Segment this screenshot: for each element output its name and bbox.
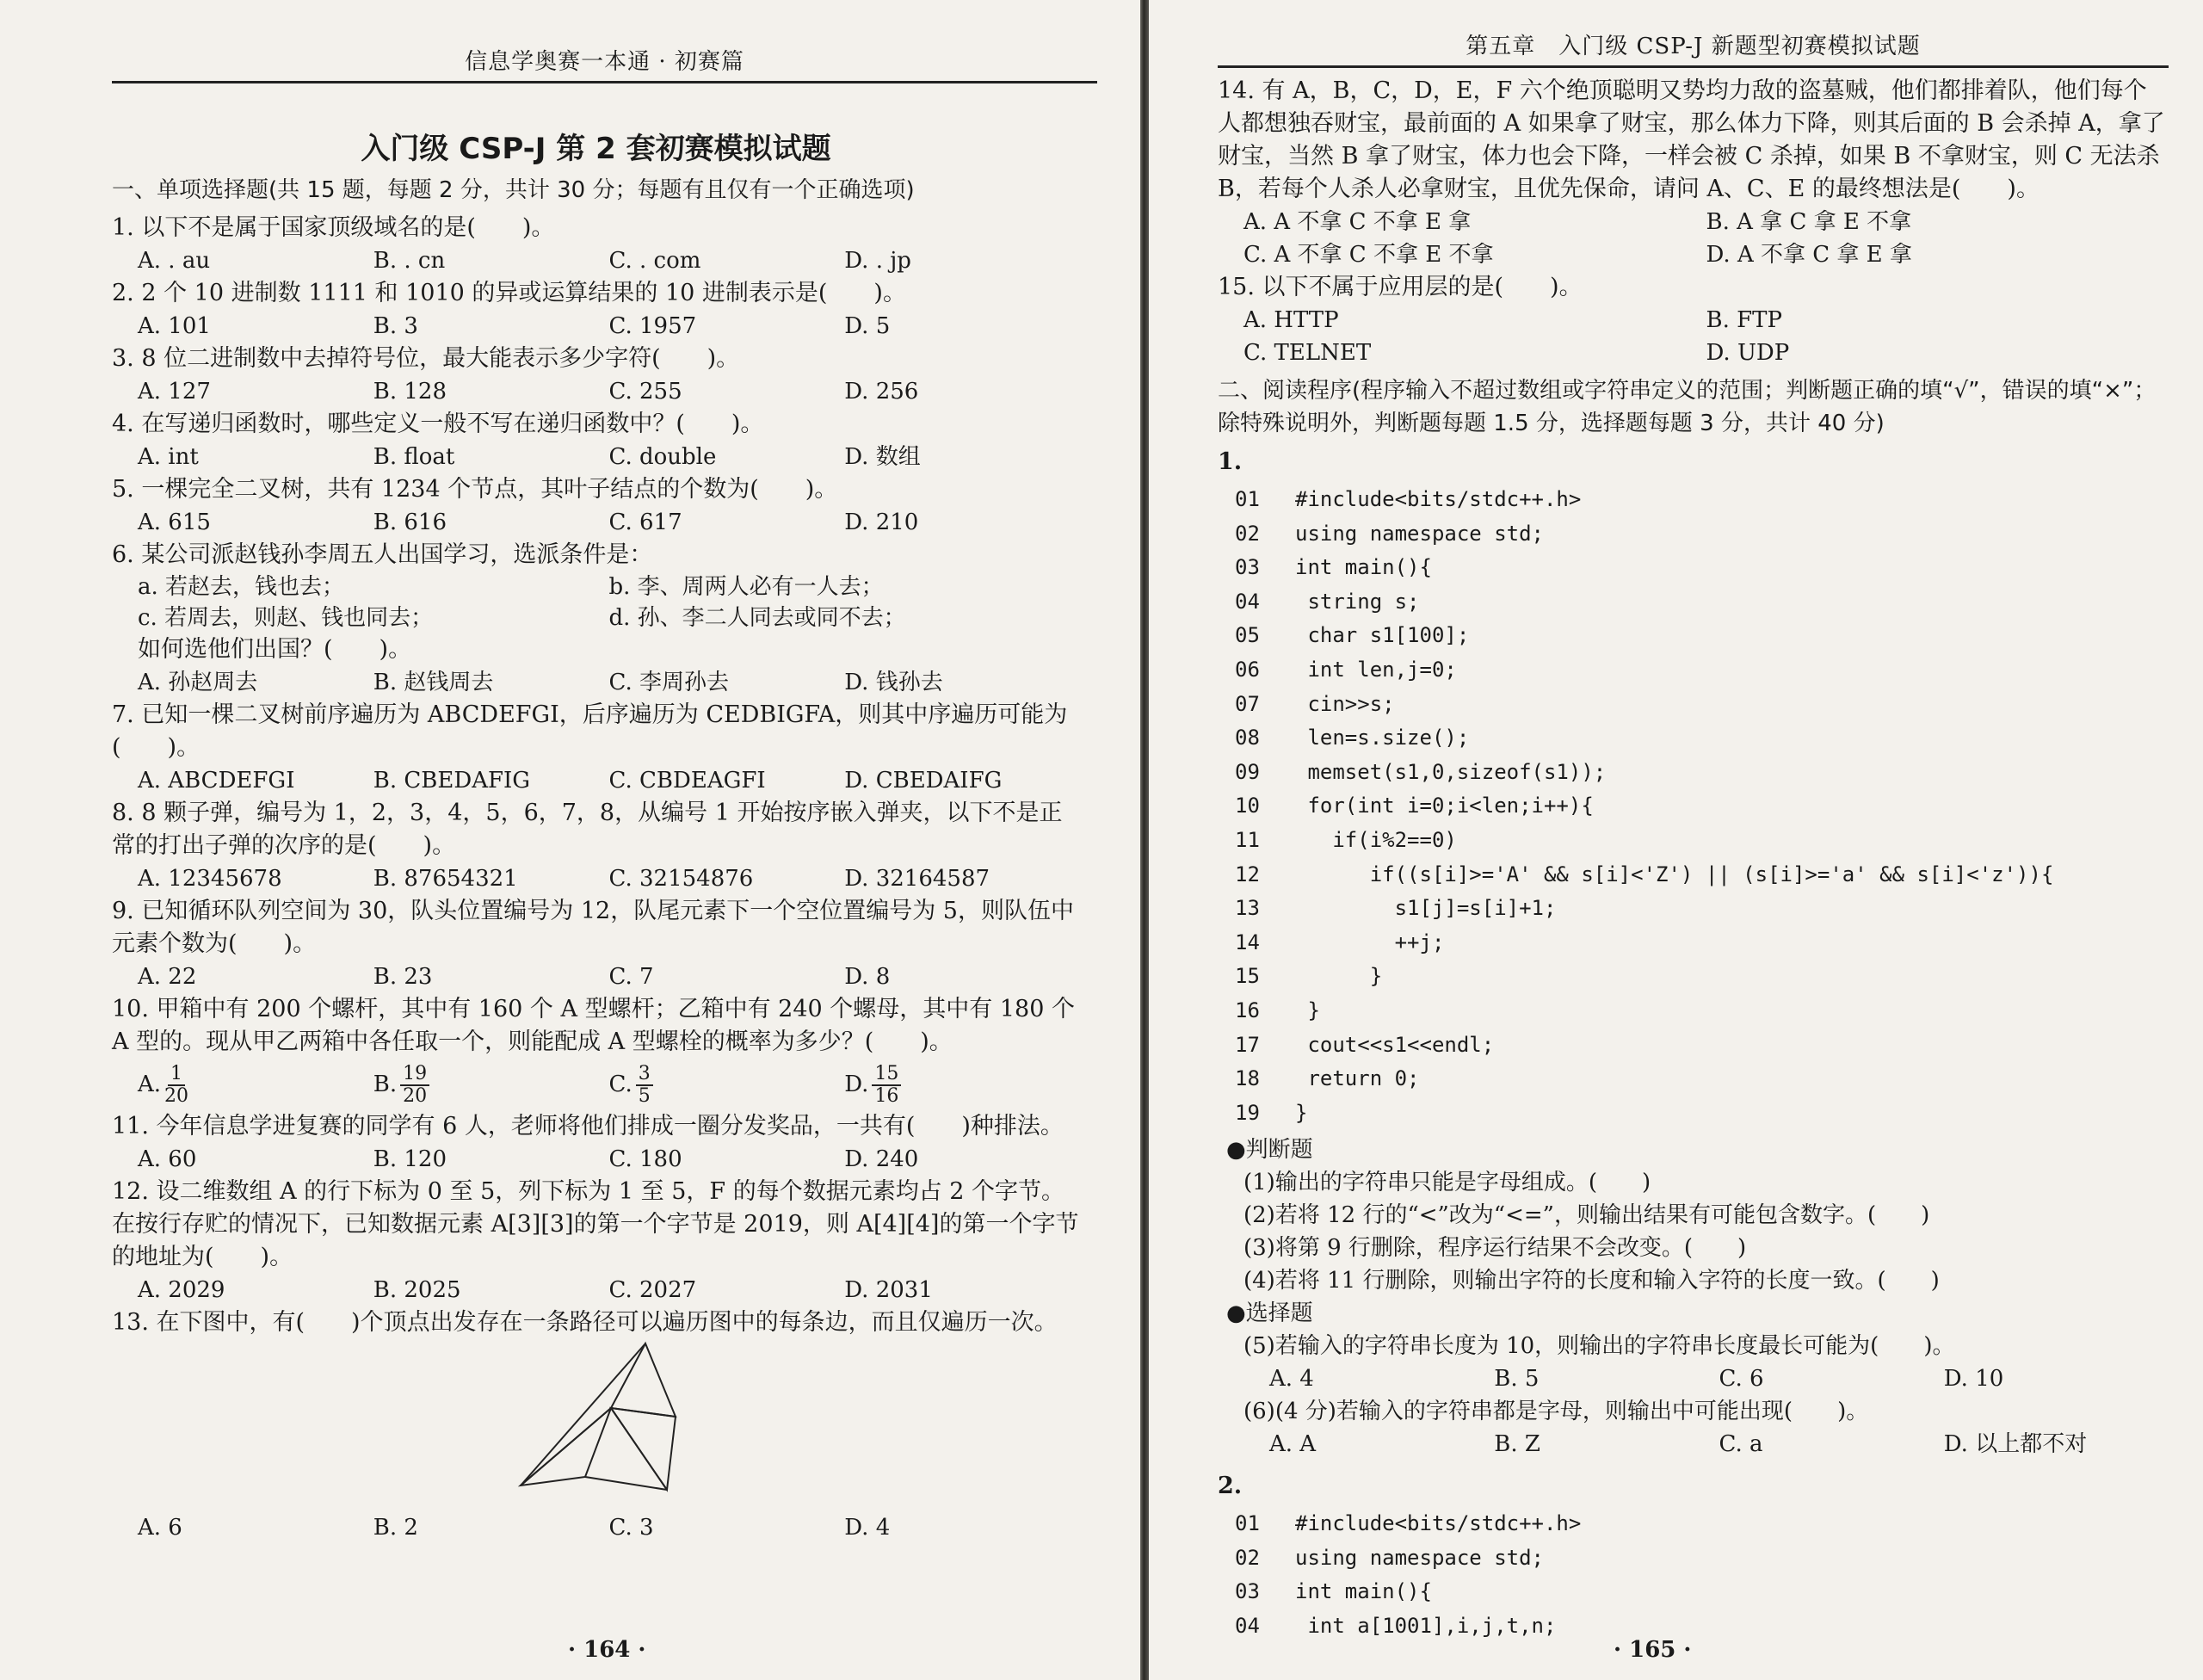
code-line bbox=[1235, 483, 2169, 517]
question-list bbox=[112, 212, 1080, 539]
option-fraction: C. $\frac{3}{5}$ bbox=[609, 1059, 845, 1110]
option: C. 7 bbox=[608, 964, 654, 990]
option: D. 240 bbox=[844, 1146, 919, 1172]
option: C. 255 bbox=[608, 379, 682, 405]
question-stem: 4. 在写递归函数时，哪些定义一般不写在递归函数中？( )。 bbox=[112, 411, 764, 437]
option: B. Z bbox=[1494, 1431, 1540, 1458]
question-14 bbox=[1218, 75, 2169, 271]
question-ask: 如何选他们出国？( )。 bbox=[138, 636, 412, 663]
options-row bbox=[112, 506, 1080, 539]
code-text: if((s[i]>='A' && s[i]<'Z') || (s[i]>='a' && s[i]<'z')){ bbox=[1295, 862, 2054, 886]
option: B. 5 bbox=[1494, 1366, 1540, 1393]
question-stem: 14. 有 A，B，C，D，E，F 六个绝顶聪明又势均力敌的盗墓贼，他们都排着队，他们每个人都想独吞财宝，最前面的 A 如果拿了财宝，那么体力下降，则其后面的 B 会杀掉 A，拿了财宝，当然 B 拿了财宝，体力也会下降，一样会被 C 杀掉，如果 B 不拿财宝，则 C 无法杀 B，若每个人杀人必拿财宝，且优先保命，请问 A、C、E 的最终想法是( )。 bbox=[1218, 77, 2165, 202]
option: D. 数组 bbox=[844, 444, 921, 470]
question-stem: 7. 已知一棵二叉树前序遍历为 ABCDEFGI，后序遍历为 CEDBIGFA，则其中序遍历可能为( )。 bbox=[112, 701, 1068, 761]
options-row bbox=[112, 310, 1080, 343]
code-text: using namespace std; bbox=[1295, 521, 1544, 546]
running-header: 第五章 入门级 CSP-J 新题型初赛模拟试题 bbox=[1218, 0, 2169, 68]
option: A. . au bbox=[138, 248, 211, 274]
options-row bbox=[112, 960, 1080, 993]
question-stem: 13. 在下图中，有( )个顶点出发存在一条路径可以遍历图中的每条边，而且仅遍历一次。 bbox=[112, 1309, 1058, 1336]
question bbox=[112, 895, 1080, 993]
options-row bbox=[112, 666, 1080, 699]
code-line bbox=[1235, 1507, 2169, 1541]
code-text: string s; bbox=[1295, 589, 1420, 614]
option: C. 2027 bbox=[608, 1277, 697, 1303]
code-line bbox=[1235, 585, 2169, 620]
question-13 bbox=[112, 1306, 1080, 1544]
code-line bbox=[1235, 1028, 2169, 1063]
option: C. 李周孙去 bbox=[608, 670, 729, 695]
code-line bbox=[1235, 892, 2169, 926]
option: A. A bbox=[1269, 1431, 1317, 1458]
question-stem: 3. 8 位二进制数中去掉符号位，最大能表示多少字符( )。 bbox=[112, 345, 740, 372]
option: B. 87654321 bbox=[373, 866, 518, 892]
option: B. 2 bbox=[373, 1515, 418, 1541]
question bbox=[112, 1110, 1080, 1176]
code-line bbox=[1235, 960, 2169, 994]
code-line bbox=[1235, 926, 2169, 960]
option: A. 2029 bbox=[138, 1277, 225, 1303]
line-number: 04 bbox=[1235, 1614, 1260, 1639]
judge-item: (4)若将 11 行删除，则输出字符的长度和输入字符的长度一致。( ) bbox=[1243, 1268, 1940, 1294]
judge-item: (1)输出的字符串只能是字母组成。( ) bbox=[1243, 1170, 1651, 1196]
code-line bbox=[1235, 824, 2169, 858]
condition: a. 若赵去，钱也去； bbox=[138, 574, 345, 600]
options-row bbox=[1269, 1428, 2169, 1461]
options-row bbox=[112, 764, 1080, 797]
question bbox=[112, 699, 1080, 797]
code-line bbox=[1235, 1541, 2169, 1576]
line-number: 18 bbox=[1235, 1066, 1260, 1091]
triangle-graph-diagram bbox=[516, 1339, 706, 1511]
option: B. 128 bbox=[373, 379, 447, 405]
options-row bbox=[1218, 238, 2169, 271]
line-number: 01 bbox=[1235, 487, 1260, 511]
question-stem: 12. 设二维数组 A 的行下标为 0 至 5，列下标为 1 至 5，F 的每个数据元素均占 2 个字节。在按行存贮的情况下，已知数据元素 A[3][3]的第一个字节是 2019，则 A[4][4]的第一个字节的地址为( )。 bbox=[112, 1178, 1079, 1270]
option: B. 616 bbox=[373, 510, 447, 535]
code-line bbox=[1235, 551, 2169, 585]
code-text: using namespace std; bbox=[1295, 1545, 1544, 1570]
code-line bbox=[1235, 756, 2169, 790]
code-text: return 0; bbox=[1295, 1066, 1420, 1091]
option: C. . com bbox=[608, 248, 701, 274]
code-text: #include<bits/stdc++.h> bbox=[1295, 1511, 1582, 1536]
line-number: 05 bbox=[1235, 623, 1260, 648]
option: A. A 不拿 C 不拿 E 拿 bbox=[1243, 209, 1472, 235]
code-text: if(i%2==0) bbox=[1295, 827, 1457, 852]
option: C. TELNET bbox=[1243, 340, 1372, 366]
choice-stem: (5)若输入的字符串长度为 10，则输出的字符串长度最长可能为( )。 bbox=[1243, 1333, 1955, 1360]
options-row bbox=[112, 375, 1080, 408]
option: B. 23 bbox=[373, 964, 433, 990]
code-line bbox=[1235, 1575, 2169, 1609]
code-text: len=s.size(); bbox=[1295, 726, 1470, 750]
question-stem: 8. 8 颗子弹，编号为 1，2，3，4，5，6，7，8，从编号 1 开始按序嵌入弹夹，以下不是正常的打出子弹的次序的是( )。 bbox=[112, 800, 1063, 859]
option: B. 2025 bbox=[373, 1277, 461, 1303]
code-line bbox=[1235, 721, 2169, 756]
option: C. double bbox=[608, 444, 717, 470]
line-number: 19 bbox=[1235, 1100, 1260, 1125]
code-listing bbox=[1235, 483, 2169, 1130]
option: A. ABCDEFGI bbox=[138, 768, 295, 794]
option: D. A 不拿 C 拿 E 拿 bbox=[1706, 242, 1912, 268]
code-line bbox=[1235, 619, 2169, 653]
judge-item: (3)将第 9 行删除，程序运行结果不会改变。( ) bbox=[1243, 1235, 1747, 1262]
question bbox=[112, 1176, 1080, 1306]
code-text: ++j; bbox=[1295, 930, 1445, 954]
question-stem: 11. 今年信息学进复赛的同学有 6 人，老师将他们排成一圈分发奖品，一共有( )种排法。 bbox=[112, 1113, 1064, 1140]
option: D. 5 bbox=[844, 313, 891, 339]
option: D. UDP bbox=[1706, 340, 1790, 366]
option: B. 赵钱周去 bbox=[373, 670, 494, 695]
option: D. 256 bbox=[844, 379, 919, 405]
code-text: int main(){ bbox=[1295, 555, 1432, 580]
question-stem: 1. 以下不是属于国家顶级域名的是( )。 bbox=[112, 214, 555, 241]
option: A. 615 bbox=[138, 510, 211, 535]
line-number: 04 bbox=[1235, 589, 1260, 614]
judge-heading: ●判断题 bbox=[1226, 1137, 1313, 1164]
option: C. CBDEAGFI bbox=[608, 768, 766, 794]
program-number: 2. bbox=[1218, 1473, 1243, 1500]
program-number: 1. bbox=[1218, 448, 1243, 475]
condition-grid bbox=[112, 571, 1080, 633]
option: C. 3 bbox=[608, 1515, 654, 1541]
option: C. 180 bbox=[608, 1146, 682, 1172]
running-header: 信息学奥赛一本通 · 初赛篇 bbox=[112, 15, 1097, 83]
graph-figure bbox=[112, 1339, 1080, 1511]
code-line bbox=[1235, 858, 2169, 892]
code-listing bbox=[1235, 1507, 2169, 1643]
question-stem: 9. 已知循环队列空间为 30，队头位置编号为 12，队尾元素下一个空位置编号为 5，则队伍中元素个数为( )。 bbox=[112, 898, 1074, 957]
question-6 bbox=[112, 539, 1080, 699]
option: A. 4 bbox=[1269, 1366, 1314, 1393]
option-fraction: B. $\frac{19}{20}$ bbox=[373, 1059, 609, 1110]
line-number: 06 bbox=[1235, 657, 1260, 682]
section-heading: 二、阅读程序(程序输入不超过数组或字符串定义的范围；判断题正确的填“√”，错误的填“×”；除特殊说明外，判断题每题 1.5 分，选择题每题 3 分，共计 40 分) bbox=[1218, 378, 2157, 436]
option: A. HTTP bbox=[1243, 307, 1339, 333]
code-text: cout<<s1<<endl; bbox=[1295, 1032, 1495, 1057]
page-number: · 164 · bbox=[568, 1637, 646, 1663]
question bbox=[112, 797, 1080, 895]
option: A. 101 bbox=[138, 313, 211, 339]
line-number: 09 bbox=[1235, 759, 1260, 784]
code-text: s1[j]=s[i]+1; bbox=[1295, 896, 1557, 921]
question-stem: 10. 甲箱中有 200 个螺杆，其中有 160 个 A 型螺杆；乙箱中有 240 个螺母，其中有 180 个 A 型的。现从甲乙两箱中各任取一个，则能配成 A 型螺栓的概率为多少？( )。 bbox=[112, 996, 1075, 1055]
option: D. 210 bbox=[844, 510, 919, 535]
code-line bbox=[1235, 1062, 2169, 1096]
option: D. . jp bbox=[844, 248, 911, 274]
line-number: 17 bbox=[1235, 1032, 1260, 1057]
code-text: int len,j=0; bbox=[1295, 657, 1457, 682]
code-text: } bbox=[1295, 964, 1383, 989]
option: B. CBEDAFIG bbox=[373, 768, 531, 794]
question-stem: 6. 某公司派赵钱孙李周五人出国学习，选派条件是： bbox=[112, 541, 653, 568]
condition: d. 孙、李二人同去或同不去； bbox=[608, 605, 906, 631]
code-line bbox=[1235, 688, 2169, 722]
option: A. 60 bbox=[138, 1146, 197, 1172]
option: A. 12345678 bbox=[138, 866, 282, 892]
page-number: · 165 · bbox=[1614, 1637, 1692, 1663]
option: A. 22 bbox=[138, 964, 197, 990]
code-text: #include<bits/stdc++.h> bbox=[1295, 487, 1582, 511]
code-text: memset(s1,0,sizeof(s1)); bbox=[1295, 759, 1607, 784]
code-text: int main(){ bbox=[1295, 1579, 1432, 1604]
line-number: 07 bbox=[1235, 691, 1260, 716]
question bbox=[112, 408, 1080, 473]
options-row bbox=[1218, 206, 2169, 238]
question-list bbox=[112, 699, 1080, 993]
question-10 bbox=[112, 993, 1080, 1110]
option: D. 32164587 bbox=[844, 866, 990, 892]
option: C. 6 bbox=[1719, 1366, 1764, 1393]
option: A. int bbox=[138, 444, 199, 470]
code-line bbox=[1235, 1609, 2169, 1644]
question-15 bbox=[1218, 271, 2169, 369]
question-stem: 5. 一棵完全二叉树，共有 1234 个节点，其叶子结点的个数为( )。 bbox=[112, 476, 838, 503]
options-row bbox=[112, 244, 1080, 277]
option: C. 617 bbox=[608, 510, 682, 535]
code-line bbox=[1235, 653, 2169, 688]
line-number: 02 bbox=[1235, 521, 1260, 546]
code-text: int a[1001],i,j,t,n; bbox=[1295, 1614, 1557, 1639]
code-line bbox=[1235, 994, 2169, 1028]
option: D. CBEDAIFG bbox=[844, 768, 1003, 794]
line-number: 14 bbox=[1235, 930, 1260, 954]
code-text: } bbox=[1295, 998, 1320, 1022]
option: C. 32154876 bbox=[608, 866, 754, 892]
question-stem: 2. 2 个 10 进制数 1111 和 1010 的异或运算结果的 10 进制表示是( )。 bbox=[112, 280, 906, 306]
section-heading: 一、单项选择题(共 15 题，每题 2 分，共计 30 分；每题有且仅有一个正确选项) bbox=[112, 177, 915, 203]
code-text: char s1[100]; bbox=[1295, 623, 1470, 648]
judge-item: (2)若将 12 行的“<”改为“<=”，则输出结果有可能包含数字。( ) bbox=[1243, 1202, 1930, 1229]
options-row bbox=[112, 1143, 1080, 1176]
option: D. 10 bbox=[1943, 1366, 2004, 1393]
line-number: 13 bbox=[1235, 896, 1260, 921]
option: C. 1957 bbox=[608, 313, 697, 339]
option: D. 8 bbox=[844, 964, 891, 990]
option: A. 127 bbox=[138, 379, 211, 405]
line-number: 03 bbox=[1235, 555, 1260, 580]
code-text: for(int i=0;i<len;i++){ bbox=[1295, 794, 1594, 818]
line-number: 10 bbox=[1235, 794, 1260, 818]
option: B. . cn bbox=[373, 248, 446, 274]
choice-stem: (6)(4 分)若输入的字符串都是字母，则输出中可能出现( )。 bbox=[1243, 1399, 1869, 1425]
line-number: 12 bbox=[1235, 862, 1260, 886]
option: D. 以上都不对 bbox=[1943, 1431, 2088, 1458]
page-title: 入门级 CSP-J 第 2 套初赛模拟试题 bbox=[361, 132, 831, 166]
code-line bbox=[1235, 517, 2169, 552]
options-row bbox=[112, 1059, 1080, 1110]
option: A. 6 bbox=[138, 1515, 182, 1541]
options-row bbox=[112, 1511, 1080, 1544]
question bbox=[112, 473, 1080, 539]
option: B. float bbox=[373, 444, 455, 470]
option: B. A 拿 C 拿 E 不拿 bbox=[1706, 209, 1912, 235]
option: C. a bbox=[1719, 1431, 1763, 1458]
options-row bbox=[1218, 304, 2169, 337]
code-line bbox=[1235, 1096, 2169, 1131]
line-number: 02 bbox=[1235, 1545, 1260, 1570]
option-fraction: D. $\frac{15}{16}$ bbox=[844, 1059, 1080, 1110]
options-row bbox=[112, 862, 1080, 895]
right-page bbox=[1149, 0, 2203, 1680]
question bbox=[112, 343, 1080, 408]
option: A. 孙赵周去 bbox=[138, 670, 258, 695]
question-stem: 15. 以下不属于应用层的是( )。 bbox=[1218, 274, 1583, 300]
line-number: 08 bbox=[1235, 726, 1260, 750]
option-fraction: A. $\frac{1}{20}$ bbox=[138, 1063, 189, 1107]
options-row bbox=[1218, 337, 2169, 369]
code-text: cin>>s; bbox=[1295, 691, 1395, 716]
code-text: } bbox=[1295, 1100, 1308, 1125]
option: D. 钱孙去 bbox=[844, 670, 943, 695]
line-number: 15 bbox=[1235, 964, 1260, 989]
option: B. 3 bbox=[373, 313, 418, 339]
question bbox=[112, 277, 1080, 343]
code-line bbox=[1235, 789, 2169, 824]
condition: c. 若周去，则赵、钱也同去； bbox=[138, 605, 434, 631]
question bbox=[112, 212, 1080, 277]
condition: b. 李、周两人必有一人去； bbox=[608, 574, 884, 600]
option: B. FTP bbox=[1706, 307, 1783, 333]
line-number: 16 bbox=[1235, 998, 1260, 1022]
line-number: 11 bbox=[1235, 827, 1260, 852]
options-row bbox=[112, 1274, 1080, 1306]
line-number: 01 bbox=[1235, 1511, 1260, 1536]
choice-heading: ●选择题 bbox=[1226, 1300, 1313, 1327]
options-row bbox=[1269, 1362, 2169, 1395]
option: C. A 不拿 C 不拿 E 不拿 bbox=[1243, 242, 1494, 268]
option: B. 120 bbox=[373, 1146, 447, 1172]
option: D. 2031 bbox=[844, 1277, 933, 1303]
option: D. 4 bbox=[844, 1515, 891, 1541]
question-list bbox=[112, 1110, 1080, 1306]
options-row bbox=[112, 441, 1080, 473]
line-number: 03 bbox=[1235, 1579, 1260, 1604]
